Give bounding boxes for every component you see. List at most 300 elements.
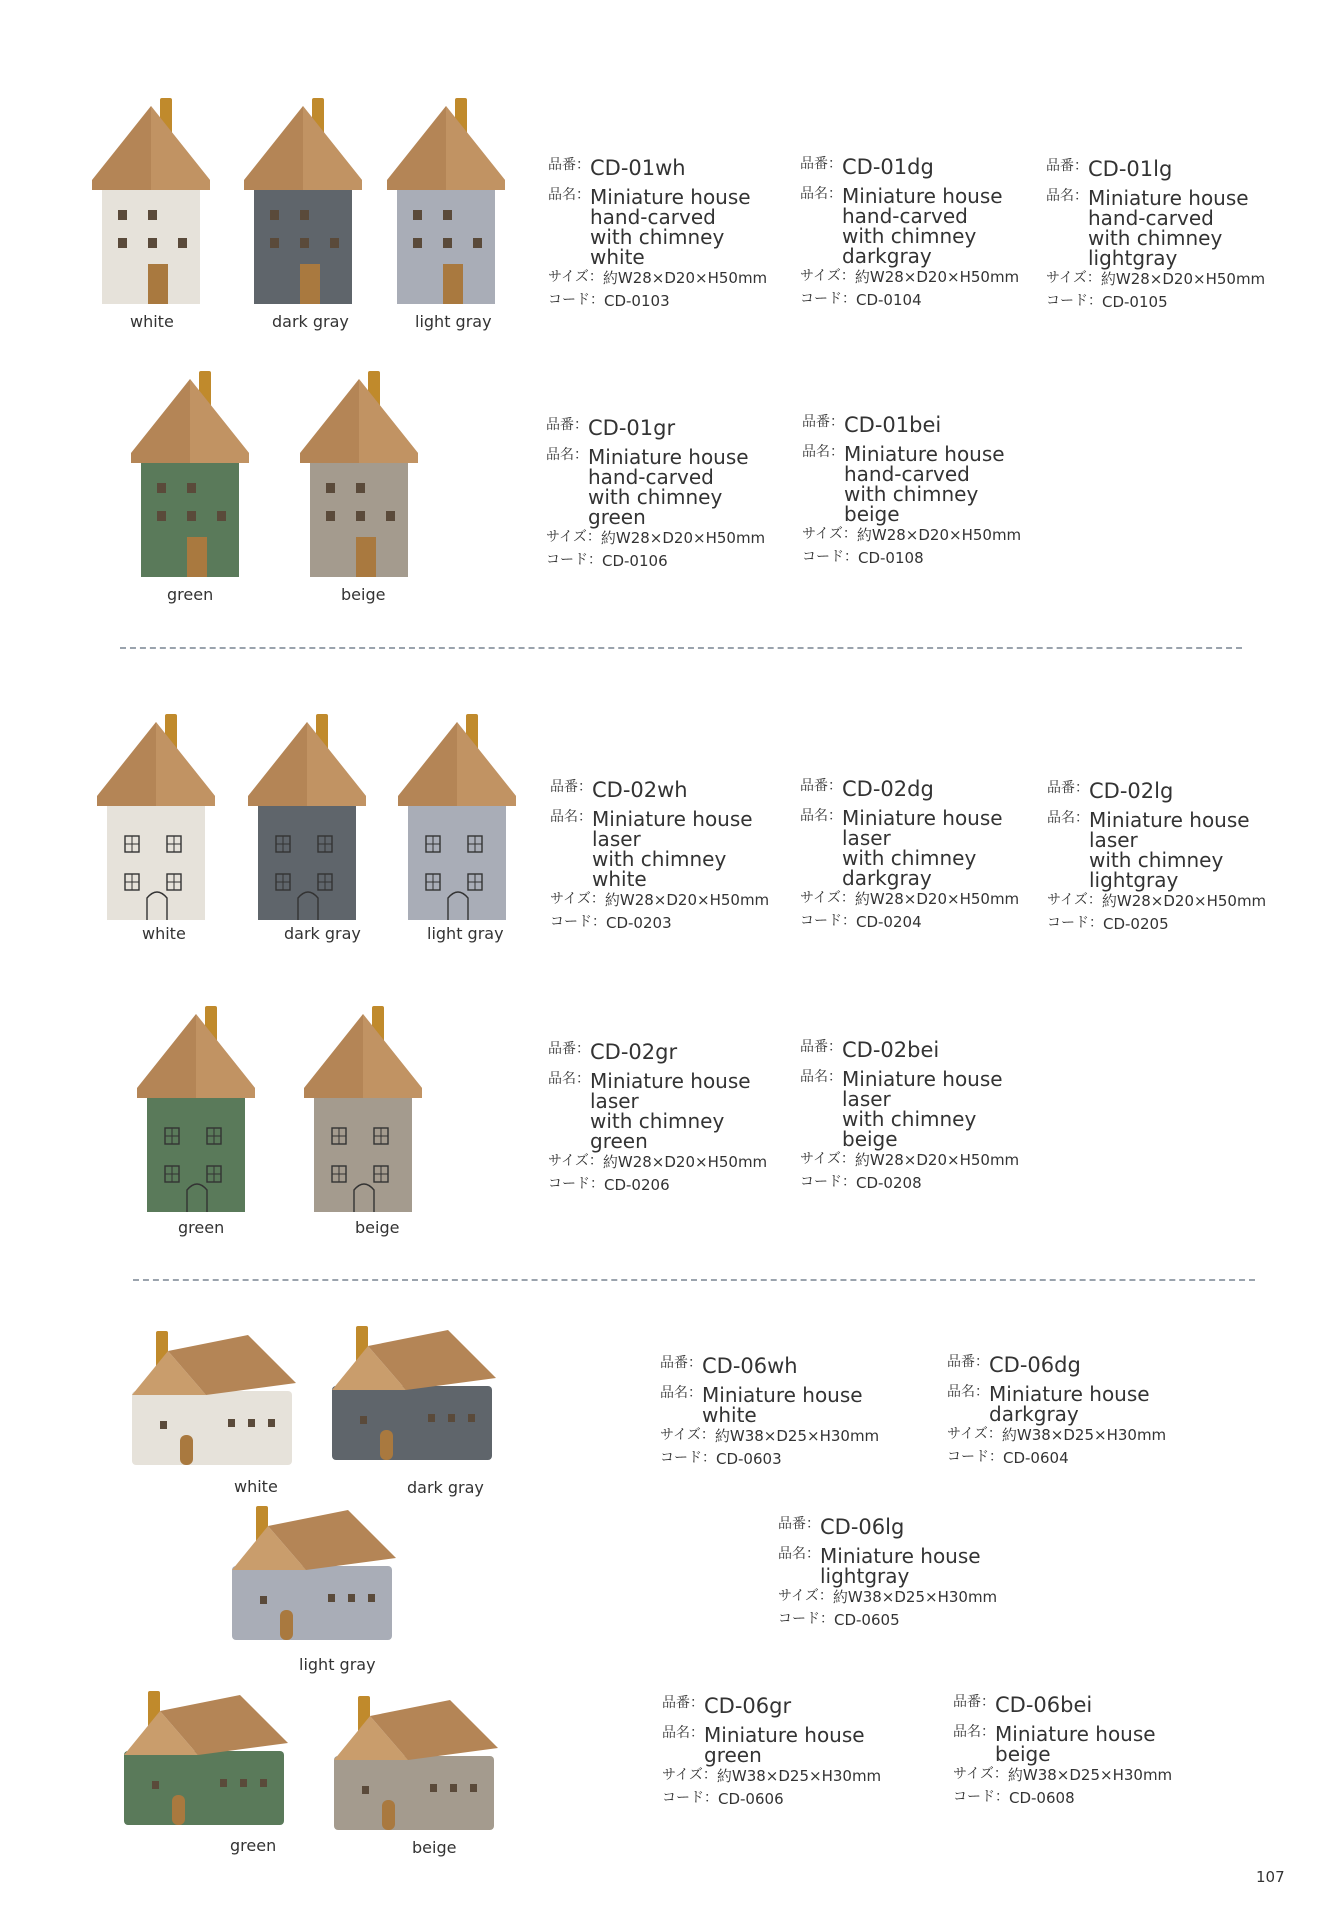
product-name-line: Miniature house <box>702 1383 863 1407</box>
product-name-label: 品名： <box>1046 188 1088 204</box>
item-number-row <box>800 156 1019 178</box>
window <box>356 511 365 521</box>
item-number-label: 品番： <box>953 1694 995 1710</box>
item-number-row <box>778 1516 997 1538</box>
item-number-label: 品番： <box>800 778 842 794</box>
window <box>148 238 157 248</box>
image-label-green: green <box>230 1836 277 1855</box>
product-name-row <box>802 444 1021 524</box>
code-row <box>548 292 767 311</box>
product-name-row <box>947 1384 1166 1424</box>
code-row <box>660 1450 879 1469</box>
product-name-row <box>548 187 767 267</box>
code-value: CD-0204 <box>856 912 922 931</box>
product-name-line: with chimney <box>588 485 723 509</box>
house-body <box>408 792 506 920</box>
product-name-row <box>1047 810 1266 890</box>
window <box>356 483 365 493</box>
item-number-row <box>800 1039 1019 1061</box>
window <box>220 1779 227 1787</box>
window <box>468 1414 475 1422</box>
code-value: CD-0203 <box>606 913 672 932</box>
product-name-line: laser <box>1089 828 1138 852</box>
code-value: CD-0106 <box>602 551 668 570</box>
door <box>356 537 376 577</box>
size-label: サイズ： <box>546 529 601 545</box>
size-label: サイズ： <box>548 269 603 285</box>
product-name-line: with chimney <box>590 225 725 249</box>
door <box>172 1795 185 1825</box>
product-name-line: Miniature house <box>995 1722 1156 1746</box>
product-name-line: white <box>590 245 645 269</box>
product-name-line: with chimney <box>842 224 977 248</box>
house-image-cd06-lightgray <box>228 1500 403 1650</box>
code-value: CD-0605 <box>834 1610 900 1629</box>
product-name-line: Miniature house <box>590 185 751 209</box>
item-number-label: 品番： <box>1047 780 1089 796</box>
code-value: CD-0208 <box>856 1173 922 1192</box>
house-image-cd02-beige <box>300 1000 440 1220</box>
product-name-label: 品名： <box>800 808 842 824</box>
product-name-row <box>550 809 769 889</box>
product-name-line: hand-carved <box>1088 206 1214 230</box>
roof-highlight <box>307 722 366 806</box>
code-value: CD-0604 <box>1003 1448 1069 1467</box>
size-label: サイズ： <box>660 1427 715 1443</box>
size-row <box>1046 270 1265 289</box>
product-spec-cd01dg <box>800 156 1019 310</box>
product-name-lines <box>1089 810 1250 890</box>
item-number-row <box>550 779 769 801</box>
roof-highlight <box>363 1014 422 1098</box>
house-image-cd01-green <box>127 365 257 585</box>
item-number-row <box>802 414 1021 436</box>
product-spec-cd02gr <box>548 1041 767 1195</box>
window <box>157 511 166 521</box>
code-value: CD-0108 <box>858 548 924 567</box>
product-name-line: laser <box>590 1089 639 1113</box>
item-number-value: CD-06lg <box>820 1515 905 1539</box>
code-label: コード： <box>800 1173 856 1190</box>
product-name-line: with chimney <box>1089 848 1224 872</box>
item-number-value: CD-06dg <box>989 1353 1081 1377</box>
house-body <box>332 1386 492 1460</box>
code-value: CD-0206 <box>604 1175 670 1194</box>
product-name-line: with chimney <box>844 482 979 506</box>
item-number-label: 品番： <box>802 414 844 430</box>
size-row <box>548 269 767 288</box>
size-row <box>546 529 765 548</box>
product-name-label: 品名： <box>548 187 590 203</box>
image-label-dark-gray: dark gray <box>284 924 361 943</box>
image-label-green: green <box>178 1218 225 1237</box>
item-number-label: 品番： <box>947 1354 989 1370</box>
size-row <box>778 1588 997 1607</box>
window <box>368 1594 375 1602</box>
house-image-cd02-green <box>133 1000 273 1220</box>
image-label-light-gray: light gray <box>299 1655 376 1674</box>
item-number-value: CD-01dg <box>842 155 934 179</box>
product-name-lines <box>704 1725 865 1765</box>
product-name-label: 品名： <box>947 1384 989 1400</box>
image-label-white: white <box>142 924 186 943</box>
product-name-row <box>548 1071 767 1151</box>
house-image-cd06-beige <box>330 1690 505 1840</box>
door <box>300 264 320 304</box>
product-spec-cd01wh <box>548 157 767 311</box>
roof-highlight <box>303 106 362 190</box>
product-name-line: Miniature house <box>842 806 1003 830</box>
size-value: 約W38×D25×H30mm <box>832 1588 998 1606</box>
product-name-line: hand-carved <box>844 462 970 486</box>
product-spec-cd01bei <box>802 414 1021 568</box>
door <box>443 264 463 304</box>
window <box>362 1786 369 1794</box>
house-image-cd06-white <box>128 1325 303 1475</box>
size-value: 約W28×D20×H50mm <box>854 1151 1020 1169</box>
size-value: 約W38×D25×H30mm <box>714 1427 880 1445</box>
product-name-line: Miniature house <box>592 807 753 831</box>
product-name-label: 品名： <box>1047 810 1089 826</box>
image-label-beige: beige <box>412 1838 457 1857</box>
house-body <box>334 1756 494 1830</box>
product-name-row <box>800 808 1019 888</box>
product-spec-cd02bei <box>800 1039 1019 1193</box>
window <box>187 483 196 493</box>
window <box>152 1781 159 1789</box>
code-row <box>1047 915 1266 934</box>
code-value: CD-0606 <box>718 1789 784 1808</box>
code-label: コード： <box>660 1449 716 1466</box>
product-name-lines <box>702 1385 863 1425</box>
item-number-row <box>546 417 765 439</box>
item-number-row <box>1047 780 1266 802</box>
window <box>248 1419 255 1427</box>
size-label: サイズ： <box>800 268 855 284</box>
window <box>300 238 309 248</box>
code-value: CD-0603 <box>716 1449 782 1468</box>
size-label: サイズ： <box>778 1588 833 1604</box>
product-name-lines <box>842 808 1003 888</box>
roof-highlight <box>446 106 505 190</box>
item-number-value: CD-02gr <box>590 1040 678 1064</box>
image-label-green: green <box>167 585 214 604</box>
code-label: コード： <box>800 912 856 929</box>
item-number-value: CD-01lg <box>1088 157 1173 181</box>
code-row <box>1046 293 1265 312</box>
product-name-line: darkgray <box>842 866 932 890</box>
item-number-label: 品番： <box>548 1041 590 1057</box>
product-name-line: laser <box>842 1087 891 1111</box>
item-number-label: 品番： <box>546 417 588 433</box>
size-row <box>802 526 1021 545</box>
product-name-row <box>953 1724 1172 1764</box>
product-name-line: with chimney <box>592 847 727 871</box>
window <box>240 1779 247 1787</box>
code-label: コード： <box>947 1448 1003 1465</box>
window <box>443 238 452 248</box>
window <box>448 1414 455 1422</box>
item-number-value: CD-02dg <box>842 777 934 801</box>
product-name-label: 品名： <box>800 1069 842 1085</box>
product-name-line: hand-carved <box>588 465 714 489</box>
product-name-line: white <box>702 1403 757 1427</box>
image-label-dark-gray: dark gray <box>272 312 349 331</box>
code-value: CD-0103 <box>604 291 670 310</box>
product-name-line: darkgray <box>842 244 932 268</box>
product-name-lines <box>590 187 751 267</box>
house-body <box>232 1566 392 1640</box>
size-row <box>662 1767 881 1786</box>
item-number-row <box>947 1354 1166 1376</box>
house-body <box>258 792 356 920</box>
window <box>260 1596 267 1604</box>
door <box>382 1800 395 1830</box>
product-name-lines <box>842 1069 1003 1149</box>
size-row <box>550 891 769 910</box>
size-value: 約W28×D20×H50mm <box>854 890 1020 908</box>
product-name-line: laser <box>592 827 641 851</box>
size-value: 約W28×D20×H50mm <box>604 891 770 909</box>
product-name-line: beige <box>995 1742 1051 1766</box>
window <box>148 210 157 220</box>
product-name-lines <box>590 1071 751 1151</box>
product-name-row <box>662 1725 881 1765</box>
product-name-line: Miniature house <box>590 1069 751 1093</box>
roof-highlight <box>196 1014 255 1098</box>
product-name-lines <box>844 444 1005 524</box>
code-label: コード： <box>550 913 606 930</box>
item-number-value: CD-02bei <box>842 1038 940 1062</box>
product-name-line: with chimney <box>590 1109 725 1133</box>
size-label: サイズ： <box>662 1767 717 1783</box>
roof-highlight <box>190 379 249 463</box>
item-number-row <box>548 1041 767 1063</box>
size-row <box>660 1427 879 1446</box>
product-spec-cd02dg <box>800 778 1019 932</box>
window <box>217 511 226 521</box>
size-value: 約W28×D20×H50mm <box>600 529 766 547</box>
code-label: コード： <box>1047 914 1103 931</box>
product-name-line: white <box>592 867 647 891</box>
size-row <box>800 1151 1019 1170</box>
product-name-line: hand-carved <box>842 204 968 228</box>
product-name-line: laser <box>842 826 891 850</box>
product-name-lines <box>820 1546 981 1586</box>
house-image-cd01-darkgray <box>240 92 370 312</box>
product-name-line: green <box>704 1743 762 1767</box>
window <box>118 238 127 248</box>
code-row <box>800 913 1019 932</box>
product-name-lines <box>842 186 1003 266</box>
section-divider <box>120 647 1242 649</box>
product-spec-cd01lg <box>1046 158 1265 312</box>
window <box>270 238 279 248</box>
item-number-value: CD-01wh <box>590 156 686 180</box>
product-name-line: Miniature house <box>704 1723 865 1747</box>
product-name-row <box>660 1385 879 1425</box>
item-number-label: 品番： <box>662 1695 704 1711</box>
product-name-row <box>778 1546 997 1586</box>
product-name-line: Miniature house <box>844 442 1005 466</box>
product-name-line: green <box>588 505 646 529</box>
door <box>148 264 168 304</box>
item-number-value: CD-02lg <box>1089 779 1174 803</box>
size-row <box>548 1153 767 1172</box>
item-number-label: 品番： <box>1046 158 1088 174</box>
product-spec-cd06bei <box>953 1694 1172 1808</box>
size-value: 約W28×D20×H50mm <box>1101 892 1267 910</box>
house-body <box>147 1084 245 1212</box>
size-value: 約W28×D20×H50mm <box>856 526 1022 544</box>
product-name-line: lightgray <box>820 1564 910 1588</box>
house-image-cd06-green <box>120 1685 295 1835</box>
product-name-label: 品名： <box>660 1385 702 1401</box>
size-row <box>947 1426 1166 1445</box>
window <box>118 210 127 220</box>
item-number-value: CD-01gr <box>588 416 676 440</box>
code-value: CD-0205 <box>1103 914 1169 933</box>
item-number-value: CD-06gr <box>704 1694 792 1718</box>
size-row <box>800 890 1019 909</box>
window <box>268 1419 275 1427</box>
size-label: サイズ： <box>1047 892 1102 908</box>
product-name-line: Miniature house <box>1088 186 1249 210</box>
window <box>260 1779 267 1787</box>
size-label: サイズ： <box>947 1426 1002 1442</box>
house-image-cd01-beige <box>296 365 426 585</box>
code-row <box>800 1174 1019 1193</box>
product-name-label: 品名： <box>548 1071 590 1087</box>
size-value: 約W28×D20×H50mm <box>602 269 768 287</box>
door <box>380 1430 393 1460</box>
item-number-row <box>662 1695 881 1717</box>
item-number-label: 品番： <box>800 1039 842 1055</box>
window <box>413 238 422 248</box>
window <box>450 1784 457 1792</box>
code-row <box>546 552 765 571</box>
product-name-label: 品名： <box>546 447 588 463</box>
size-label: サイズ： <box>548 1153 603 1169</box>
image-label-beige: beige <box>355 1218 400 1237</box>
window <box>386 511 395 521</box>
house-image-cd02-darkgray <box>244 708 384 928</box>
product-name-row <box>1046 188 1265 268</box>
window <box>326 511 335 521</box>
size-row <box>953 1766 1172 1785</box>
image-label-white: white <box>130 312 174 331</box>
window <box>187 511 196 521</box>
code-row <box>947 1449 1166 1468</box>
code-row <box>548 1176 767 1195</box>
house-image-cd02-white <box>93 708 233 928</box>
window <box>348 1594 355 1602</box>
item-number-value: CD-02wh <box>592 778 688 802</box>
item-number-label: 品番： <box>550 779 592 795</box>
size-label: サイズ： <box>800 890 855 906</box>
product-name-label: 品名： <box>953 1724 995 1740</box>
house-image-cd01-lightgray <box>383 92 513 312</box>
product-name-row <box>546 447 765 527</box>
house-body <box>107 792 205 920</box>
product-name-row <box>800 1069 1019 1149</box>
product-name-line: Miniature house <box>842 184 1003 208</box>
door <box>187 537 207 577</box>
house-image-cd06-darkgray <box>328 1320 503 1470</box>
house-image-cd02-lightgray <box>394 708 534 928</box>
code-value: CD-0105 <box>1102 292 1168 311</box>
house-image-cd01-white <box>88 92 218 312</box>
product-name-line: Miniature house <box>842 1067 1003 1091</box>
code-label: コード： <box>546 551 602 568</box>
window <box>160 1421 167 1429</box>
code-label: コード： <box>548 1175 604 1192</box>
window <box>360 1416 367 1424</box>
product-name-line: with chimney <box>1088 226 1223 250</box>
code-label: コード： <box>548 291 604 308</box>
product-name-line: lightgray <box>1088 246 1178 270</box>
window <box>473 238 482 248</box>
window <box>330 238 339 248</box>
window <box>470 1784 477 1792</box>
product-name-line: with chimney <box>842 1107 977 1131</box>
size-label: サイズ： <box>953 1766 1008 1782</box>
window <box>300 210 309 220</box>
product-spec-cd02lg <box>1047 780 1266 934</box>
product-name-line: beige <box>842 1127 898 1151</box>
code-row <box>550 914 769 933</box>
item-number-label: 品番： <box>800 156 842 172</box>
size-label: サイズ： <box>550 891 605 907</box>
product-spec-cd06gr <box>662 1695 881 1809</box>
size-row <box>800 268 1019 287</box>
product-name-label: 品名： <box>550 809 592 825</box>
product-spec-cd06lg <box>778 1516 997 1630</box>
product-name-line: hand-carved <box>590 205 716 229</box>
code-label: コード： <box>1046 292 1102 309</box>
item-number-value: CD-06wh <box>702 1354 798 1378</box>
code-value: CD-0608 <box>1009 1788 1075 1807</box>
product-name-label: 品名： <box>778 1546 820 1562</box>
product-spec-cd01gr <box>546 417 765 571</box>
item-number-label: 品番： <box>548 157 590 173</box>
item-number-row <box>548 157 767 179</box>
image-label-white: white <box>234 1477 278 1496</box>
item-number-label: 品番： <box>778 1516 820 1532</box>
product-name-line: Miniature house <box>989 1382 1150 1406</box>
size-value: 約W38×D25×H30mm <box>1007 1766 1173 1784</box>
roof-highlight <box>457 722 516 806</box>
item-number-row <box>1046 158 1265 180</box>
window <box>413 210 422 220</box>
roof-highlight <box>151 106 210 190</box>
window <box>430 1784 437 1792</box>
image-label-beige: beige <box>341 585 386 604</box>
size-value: 約W28×D20×H50mm <box>1100 270 1266 288</box>
code-row <box>662 1790 881 1809</box>
image-label-dark-gray: dark gray <box>407 1478 484 1497</box>
item-number-label: 品番： <box>660 1355 702 1371</box>
product-name-lines <box>995 1724 1156 1764</box>
product-name-lines <box>588 447 749 527</box>
item-number-row <box>660 1355 879 1377</box>
size-value: 約W38×D25×H30mm <box>716 1767 882 1785</box>
product-spec-cd02wh <box>550 779 769 933</box>
window <box>228 1419 235 1427</box>
product-name-line: beige <box>844 502 900 526</box>
size-value: 約W38×D25×H30mm <box>1001 1426 1167 1444</box>
house-body <box>132 1391 292 1465</box>
